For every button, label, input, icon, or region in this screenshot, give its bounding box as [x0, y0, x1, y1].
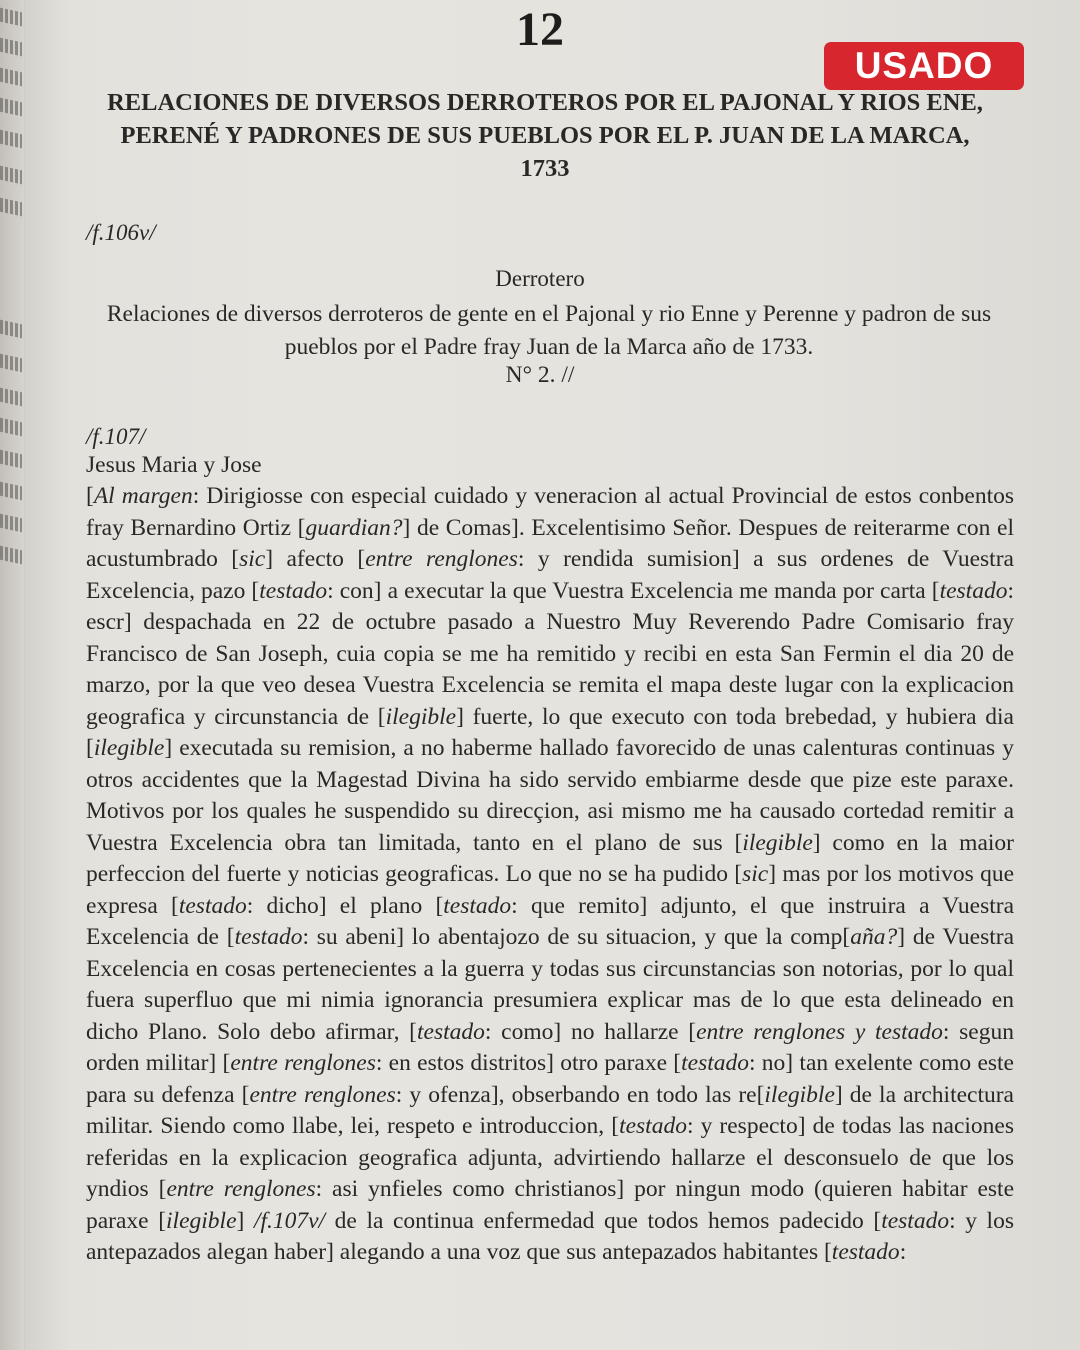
facing-page-text-fragment — [0, 166, 22, 185]
editorial-annotation: entre renglones — [166, 1176, 316, 1202]
body-segment: : con] a executar la que Vuestra Excelencia me manda por carta [ — [327, 577, 940, 604]
facing-page-text-fragment — [0, 418, 22, 437]
editorial-annotation: guardian? — [305, 514, 403, 541]
body-segment: : segun orden militar] [ — [86, 1018, 1014, 1076]
folio-marker: /f.107/ — [86, 424, 146, 449]
body-segment: ] de Comas]. Excelentisimo Señor. Despues de reiterarme con el acustumbrado [ — [86, 514, 1014, 572]
editorial-annotation: testado — [259, 577, 328, 604]
facing-page-text-fragment — [0, 450, 22, 469]
body-segment: ] — [236, 1207, 254, 1234]
editorial-annotation: entre renglones — [249, 1081, 396, 1108]
document-description: Relaciones de diversos derroteros de gente en el Pajonal y rio Enne y Perenne y padron de sus pueblos por el Padre fray Juan de la Marca año de 1733. — [106, 301, 992, 360]
editorial-annotation: aña? — [850, 924, 898, 950]
body-segment: : dicho] el plano [ — [246, 892, 444, 919]
body-segment: : no] tan exelente como este para su defenza [ — [86, 1050, 1014, 1108]
editorial-annotation: testado — [681, 1050, 749, 1076]
chapter-number: 12 — [516, 3, 564, 56]
editorial-annotation: testado — [417, 1018, 485, 1045]
editorial-annotation: Al margen — [93, 483, 193, 509]
body-segment: : que remito] adjunto, el que instruira a Vuestra Excelencia de [ — [86, 892, 1015, 950]
body-segment: : Dirigiosse con especial cuidado y veneracion al actual Provincial de estos conbentos fray Bernardino Ortiz [ — [86, 483, 1015, 541]
body-segment: ] de la architectura militar. Siendo como llabe, lei, respeto e introduccion, [ — [86, 1081, 1014, 1139]
body-segment: : y los antepazados alegan haber] alegando a una voz que sus antepazados habitantes [ — [86, 1207, 1014, 1265]
transcription-body — [86, 481, 1014, 1269]
editorial-annotation: entre renglones — [365, 546, 518, 572]
editorial-annotation: testado — [234, 924, 303, 950]
editorial-annotation: entre renglones y testado — [696, 1018, 943, 1045]
editorial-annotation: ilegible — [93, 735, 165, 761]
body-segment: de la continua enfermedad que todos hemos padecido [ — [325, 1207, 882, 1234]
editorial-annotation: testado — [831, 1239, 900, 1265]
facing-page-text-fragment — [0, 98, 22, 117]
body-segment: ] fuerte, lo que executo con toda brebedad, y hubiera dia [ — [86, 703, 1014, 761]
editorial-annotation: testado — [178, 892, 247, 919]
body-segment: : su abeni] lo abentajozo de su situacion, y que la comp[ — [302, 924, 851, 950]
body-segment: ] executada su remision, a no haberme hallado favorecido de unas calenturas continuas y otros accidentes que la Magestad Divina ha sido servido embiarme desde que pize este paraxe. Motivos por los quales he suspendido su direcçion, asi mismo me ha causado cortedad remitir a Vuestra Excelencia obra tan limitada, tanto en el plano de sus [ — [86, 735, 1014, 856]
folio-marker: /f.106v/ — [86, 220, 156, 245]
body-segment: : y rendida sumision] a sus ordenes de Vuestra Excelencia, pazo [ — [86, 546, 1014, 604]
editorial-annotation: testado — [443, 892, 512, 919]
editorial-annotation: /f.107v/ — [253, 1207, 326, 1234]
editorial-annotation: sic — [742, 861, 769, 887]
used-badge: USADO — [824, 42, 1024, 90]
body-segment: ] de Vuestra Excelencia en cosas pertenecientes a la guerra y todas sus circunstancias son notorias, por lo qual fuera superfluo que mi nimia ignorancia presumiera explicar mas de lo que esta delineado en dicho Plano. Solo debo afirmar, [ — [86, 924, 1014, 1045]
editorial-annotation: ilegible — [166, 1207, 237, 1234]
body-segment: : — [899, 1239, 907, 1265]
body-segment: ] como en la maior perfeccion del fuerte y noticias geograficas. Lo que no se ha pudido [ — [86, 829, 1014, 887]
body-segment: : escr] despachada en 22 de octubre pasado a Nuestro Muy Reverendo Padre Comisario fray Francisco de San Joseph, cuia copia se me ha remitido y recibi en esta San Fermin el dia 20 de marzo, por la que veo desea Vuestra Excelencia se remita el mapa deste lugar con la explicacion geografica y circunstancia de [ — [86, 577, 1014, 730]
editorial-annotation: sic — [239, 546, 266, 572]
body-segment: [ — [86, 483, 94, 509]
editorial-annotation: entre renglones — [230, 1050, 376, 1076]
body-segment: ] mas por los motivos que expresa [ — [86, 861, 1014, 919]
body-segment: : y respecto] de todas las naciones referidas en la explicacion geografica adjunta, advirtiendo hallarze el desconsuelo de que los yndios [ — [86, 1113, 1014, 1202]
editorial-annotation: testado — [881, 1207, 950, 1234]
facing-page-text-fragment — [0, 388, 22, 407]
editorial-annotation: ilegible — [742, 829, 813, 856]
body-segment: ] afecto [ — [265, 546, 366, 572]
chapter-title: RELACIONES DE DIVERSOS DERROTEROS POR EL PAJONAL Y RIOS ENE, PERENÉ Y PADRONES DE SUS PUEBLOS POR EL P. JUAN DE LA MARCA, 1733 — [107, 89, 983, 182]
facing-page-text-fragment — [0, 130, 22, 149]
invocation: Jesus Maria y Jose — [86, 452, 262, 478]
body-segment: : asi ynfieles como christianos] por ningun modo (quieren habitar este paraxe [ — [86, 1176, 1014, 1234]
facing-page-text-fragment — [0, 320, 22, 339]
facing-page-text-fragment — [0, 482, 22, 501]
facing-page-edge — [0, 0, 25, 1350]
facing-page-text-fragment — [0, 546, 22, 565]
body-segment: : y ofenza], obserbando en todo las re[ — [395, 1081, 765, 1108]
section-heading: Derrotero — [495, 266, 585, 291]
document-number: N° 2. // — [505, 362, 575, 388]
editorial-annotation: testado — [619, 1113, 687, 1139]
facing-page-text-fragment — [0, 198, 22, 217]
body-segment: : en estos distritos] otro paraxe [ — [375, 1050, 682, 1076]
editorial-annotation: testado — [939, 577, 1008, 604]
body-segment: : como] no hallarze [ — [484, 1018, 697, 1045]
editorial-annotation: ilegible — [764, 1081, 835, 1108]
editorial-annotation: ilegible — [385, 703, 457, 730]
facing-page-text-fragment — [0, 68, 22, 87]
facing-page-text-fragment — [0, 514, 22, 533]
